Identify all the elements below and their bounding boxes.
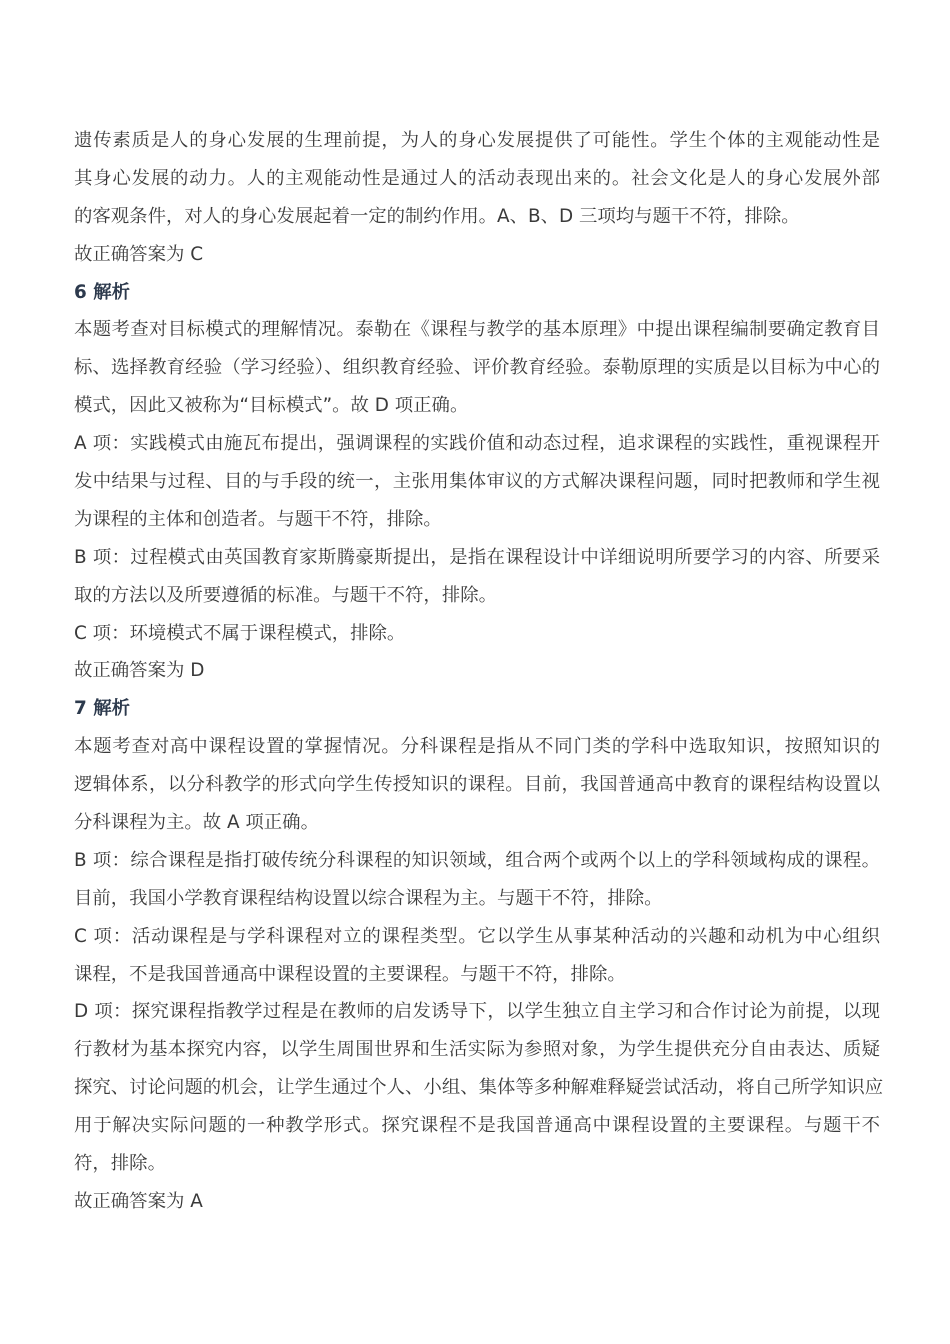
answer-line: 故正确答案为 D	[74, 660, 205, 682]
paragraph-line: 逻辑体系，以分科教学的形式向学生传授知识的课程。目前，我国普通高中教育的课程结构设置以	[74, 774, 880, 796]
paragraph-line: 符，排除。	[74, 1153, 166, 1175]
document-page	[74, 122, 884, 1221]
paragraph-line: 目前，我国小学教育课程结构设置以综合课程为主。与题干不符，排除。	[74, 887, 663, 909]
paragraph-line: 取的方法以及所要遵循的标准。与题干不符，排除。	[74, 584, 497, 606]
paragraph-line: A 项：实践模式由施瓦布提出，强调课程的实践价值和动态过程，追求课程的实践性，重视课程开	[74, 433, 880, 455]
paragraph-line: 本题考查对高中课程设置的掌握情况。分科课程是指从不同门类的学科中选取知识，按照知识的	[74, 736, 880, 758]
paragraph-line: B 项：过程模式由英国教育家斯腾豪斯提出，是指在课程设计中详细说明所要学习的内容、所要采	[74, 546, 880, 568]
paragraph-line: 本题考查对目标模式的理解情况。泰勒在《课程与教学的基本原理》中提出课程编制要确定教育目	[74, 319, 880, 341]
paragraph-line: 分科课程为主。故 A 项正确。	[74, 812, 319, 834]
paragraph-line: 模式，因此又被称为“目标模式”。故 D 项正确。	[74, 395, 469, 417]
section-6	[74, 274, 880, 691]
paragraph-line: 课程，不是我国普通高中课程设置的主要课程。与题干不符，排除。	[74, 963, 626, 985]
paragraph-line: 行教材为基本探究内容，以学生周围世界和生活实际为参照对象，为学生提供充分自由表达、质疑	[74, 1039, 880, 1061]
answer-line: 故正确答案为 A	[74, 1190, 203, 1212]
paragraph-line: C 项：环境模式不属于课程模式，排除。	[74, 622, 406, 644]
paragraph-line: 为课程的主体和创造者。与题干不符，排除。	[74, 508, 442, 530]
paragraph-line: B 项：综合课程是指打破传统分科课程的知识领域，组合两个或两个以上的学科领域构成的课程。	[74, 849, 880, 871]
paragraph-line: 遗传素质是人的身心发展的生理前提，为人的身心发展提供了可能性。学生个体的主观能动性是	[74, 130, 880, 151]
paragraph-line: 发中结果与过程、目的与手段的统一，主张用集体审议的方式解决课程问题，同时把教师和学生视	[74, 471, 880, 493]
answer-line: 故正确答案为 C	[74, 243, 204, 265]
paragraph-line: D 项：探究课程指教学过程是在教师的启发诱导下，以学生独立自主学习和合作讨论为前提，以现	[74, 1001, 880, 1023]
section-5-explanation	[74, 122, 880, 274]
paragraph-line: C 项：活动课程是与学科课程对立的课程类型。它以学生从事某种活动的兴趣和动机为中心组织	[74, 925, 880, 947]
paragraph-line: 其身心发展的动力。人的主观能动性是通过人的活动表现出来的。社会文化是人的身心发展外部	[74, 167, 880, 189]
paragraph-line: 探究、讨论问题的机会，让学生通过个人、小组、集体等多种解难释疑尝试活动，将自己所学知识应	[74, 1077, 884, 1099]
paragraph-line: 用于解决实际问题的一种教学形式。探究课程不是我国普通高中课程设置的主要课程。与题干不	[74, 1115, 880, 1137]
section-7	[74, 690, 884, 1220]
section-heading: 7 解析	[74, 698, 130, 720]
section-heading: 6 解析	[74, 281, 130, 303]
paragraph-line: 的客观条件，对人的身心发展起着一定的制约作用。A、B、D 三项均与题干不符，排除。	[74, 205, 800, 227]
paragraph-line: 标、选择教育经验（学习经验）、组织教育经验、评价教育经验。泰勒原理的实质是以目标为中心的	[74, 357, 880, 379]
